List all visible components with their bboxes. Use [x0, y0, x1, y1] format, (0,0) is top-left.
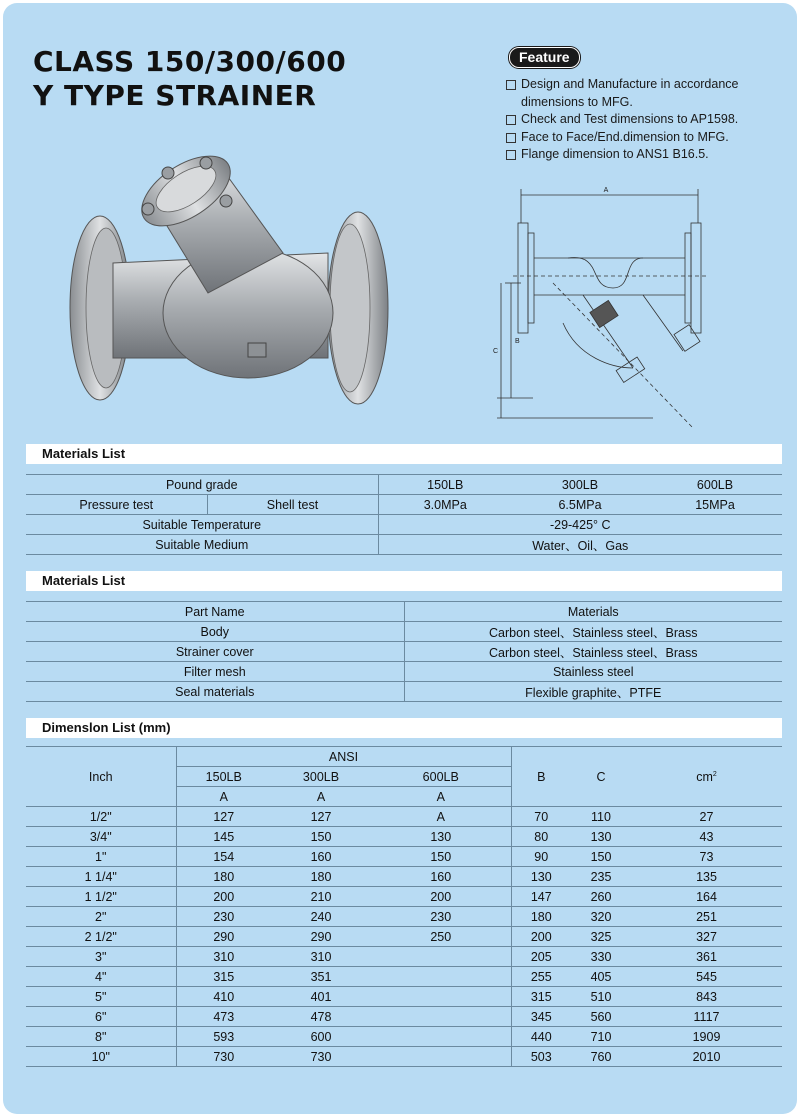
- feature-badge: Feature: [509, 47, 580, 68]
- grade-cell: 300LB: [512, 475, 648, 495]
- grade-header: 600LB: [371, 767, 511, 787]
- dim-cell-inch: 6": [26, 1007, 176, 1027]
- materials-header: Materials: [404, 602, 782, 622]
- dim-cell-cm: 73: [631, 847, 782, 867]
- feature-text: Flange dimension to ANS1 B16.5.: [521, 147, 709, 161]
- dim-cell-a600: [371, 1047, 511, 1067]
- part-cell: Body: [26, 622, 404, 642]
- cm-superscript: 2: [712, 770, 717, 778]
- pressure-cell: 15MPa: [648, 495, 782, 515]
- inch-header: Inch: [26, 747, 176, 807]
- dim-cell-a600: A: [371, 807, 511, 827]
- a-header: A: [371, 787, 511, 807]
- dim-cell-a600: [371, 947, 511, 967]
- dim-cell-cm: 2010: [631, 1047, 782, 1067]
- dim-cell-inch: 10": [26, 1047, 176, 1067]
- dim-cell-cm: 361: [631, 947, 782, 967]
- dim-cell-a150: 154: [176, 847, 271, 867]
- dim-cell-a300: 478: [271, 1007, 371, 1027]
- dim-cell-b: 147: [511, 887, 571, 907]
- dim-cell-c: 560: [571, 1007, 631, 1027]
- dim-cell-inch: 3/4": [26, 827, 176, 847]
- dim-cell-b: 255: [511, 967, 571, 987]
- table-row: [26, 642, 782, 662]
- dim-cell-a150: 410: [176, 987, 271, 1007]
- dim-cell-c: 110: [571, 807, 631, 827]
- part-cell: Filter mesh: [26, 662, 404, 682]
- part-name-header: Part Name: [26, 602, 404, 622]
- a-header: A: [176, 787, 271, 807]
- section-header-dimensions: [26, 718, 782, 738]
- table-row: [26, 515, 782, 535]
- strainer-photo: [58, 143, 398, 433]
- dim-cell-a300: 150: [271, 827, 371, 847]
- dim-cell-a300: 310: [271, 947, 371, 967]
- dim-cell-cm: 843: [631, 987, 782, 1007]
- dim-cell-a600: [371, 987, 511, 1007]
- checkbox-icon: [506, 80, 516, 90]
- dim-cell-cm: 135: [631, 867, 782, 887]
- table-row: [26, 495, 782, 515]
- dim-cell-a600: [371, 1027, 511, 1047]
- part-cell: Strainer cover: [26, 642, 404, 662]
- table-row: [26, 827, 782, 847]
- temperature-label: Suitable Temperature: [26, 515, 378, 535]
- dim-cell-inch: 2": [26, 907, 176, 927]
- page-panel: [3, 3, 797, 1114]
- dim-cell-inch: 2 1/2": [26, 927, 176, 947]
- dim-cell-a300: 730: [271, 1047, 371, 1067]
- table-row: [26, 907, 782, 927]
- table-row: [26, 662, 782, 682]
- checkbox-icon: [506, 133, 516, 143]
- dim-cell-a150: 730: [176, 1047, 271, 1067]
- feature-item: [506, 76, 796, 94]
- section-title: Materials List: [42, 446, 126, 461]
- dim-cell-inch: 1 1/2": [26, 887, 176, 907]
- dim-cell-c: 235: [571, 867, 631, 887]
- table-row: [26, 1027, 782, 1047]
- cm-header: [631, 747, 782, 807]
- dim-cell-c: 150: [571, 847, 631, 867]
- dim-cell-a150: 315: [176, 967, 271, 987]
- dim-cell-b: 180: [511, 907, 571, 927]
- dim-cell-c: 320: [571, 907, 631, 927]
- dim-cell-b: 130: [511, 867, 571, 887]
- dim-cell-a600: 200: [371, 887, 511, 907]
- title-line-1: CLASS 150/300/600: [33, 45, 347, 78]
- dim-cell-inch: 8": [26, 1027, 176, 1047]
- dim-cell-inch: 1": [26, 847, 176, 867]
- dim-cell-a300: 210: [271, 887, 371, 907]
- dim-cell-inch: 1/2": [26, 807, 176, 827]
- table-row: [26, 1007, 782, 1027]
- feature-item: [506, 146, 796, 164]
- dim-cell-a150: 230: [176, 907, 271, 927]
- dim-cell-b: 80: [511, 827, 571, 847]
- dim-cell-b: 205: [511, 947, 571, 967]
- dim-cell-cm: 1117: [631, 1007, 782, 1027]
- section-title: Materials List: [42, 573, 126, 588]
- b-header: B: [511, 747, 571, 807]
- dim-cell-c: 405: [571, 967, 631, 987]
- dim-label-a: A: [603, 187, 609, 194]
- material-cell: Carbon steel、Stainless steel、Brass: [404, 622, 782, 642]
- table-row: [26, 807, 782, 827]
- material-cell: Carbon steel、Stainless steel、Brass: [404, 642, 782, 662]
- part-cell: Seal materials: [26, 682, 404, 702]
- shell-test-label: Shell test: [207, 495, 378, 515]
- dim-cell-a600: [371, 967, 511, 987]
- dim-cell-a300: 240: [271, 907, 371, 927]
- grade-cell: 600LB: [648, 475, 782, 495]
- medium-label: Suitable Medium: [26, 535, 378, 555]
- table-row: [26, 602, 782, 622]
- pressure-cell: 6.5MPa: [512, 495, 648, 515]
- dim-cell-a300: 127: [271, 807, 371, 827]
- dim-cell-b: 70: [511, 807, 571, 827]
- dim-cell-a600: 150: [371, 847, 511, 867]
- pressure-table: [26, 474, 782, 555]
- strainer-drawing: [493, 183, 718, 428]
- table-row: [26, 927, 782, 947]
- dim-cell-a150: 145: [176, 827, 271, 847]
- grade-cell: 150LB: [378, 475, 512, 495]
- section-title: Dimenslon List (mm): [42, 720, 171, 735]
- dim-cell-a300: 600: [271, 1027, 371, 1047]
- dim-cell-b: 200: [511, 927, 571, 947]
- dim-cell-a150: 593: [176, 1027, 271, 1047]
- dim-label-c: C: [493, 348, 499, 355]
- dim-cell-a300: 401: [271, 987, 371, 1007]
- pressure-test-label: Pressure test: [26, 495, 207, 515]
- dim-cell-b: 315: [511, 987, 571, 1007]
- dim-cell-c: 760: [571, 1047, 631, 1067]
- feature-text: Face to Face/End.dimension to MFG.: [521, 129, 729, 144]
- dim-cell-cm: 251: [631, 907, 782, 927]
- dim-cell-cm: 27: [631, 807, 782, 827]
- dim-cell-cm: 164: [631, 887, 782, 907]
- dim-cell-a600: 230: [371, 907, 511, 927]
- dim-cell-a600: 130: [371, 827, 511, 847]
- page-title: [33, 45, 346, 113]
- table-row: [26, 987, 782, 1007]
- dim-cell-a150: 473: [176, 1007, 271, 1027]
- dim-cell-a150: 290: [176, 927, 271, 947]
- dim-cell-cm: 327: [631, 927, 782, 947]
- dim-cell-c: 325: [571, 927, 631, 947]
- dim-cell-b: 345: [511, 1007, 571, 1027]
- dim-cell-a300: 351: [271, 967, 371, 987]
- table-row: [26, 475, 782, 495]
- dim-cell-a150: 180: [176, 867, 271, 887]
- temperature-value: -29-425° C: [378, 515, 782, 535]
- cm-unit: cm: [696, 769, 713, 784]
- pound-grade-label: Pound grade: [26, 475, 378, 495]
- dim-cell-a600: [371, 1007, 511, 1027]
- dim-cell-b: 440: [511, 1027, 571, 1047]
- c-header: C: [571, 747, 631, 807]
- table-row: [26, 622, 782, 642]
- section-header-materials-1: [26, 444, 782, 464]
- dim-cell-cm: 1909: [631, 1027, 782, 1047]
- material-cell: Stainless steel: [404, 662, 782, 682]
- dim-cell-a600: 160: [371, 867, 511, 887]
- dim-cell-a150: 310: [176, 947, 271, 967]
- dimension-table: [26, 746, 782, 1067]
- table-row: [26, 947, 782, 967]
- title-line-2: Y TYPE STRAINER: [33, 79, 317, 112]
- table-header-row: [26, 747, 782, 767]
- dim-cell-a300: 290: [271, 927, 371, 947]
- feature-item: [506, 111, 796, 129]
- dim-cell-c: 130: [571, 827, 631, 847]
- feature-text: dimensions to MFG.: [521, 94, 633, 109]
- dim-cell-a150: 127: [176, 807, 271, 827]
- checkbox-icon: [506, 115, 516, 125]
- grade-header: 150LB: [176, 767, 271, 787]
- dim-cell-c: 710: [571, 1027, 631, 1047]
- a-header: A: [271, 787, 371, 807]
- materials-table: [26, 601, 782, 702]
- table-row: [26, 535, 782, 555]
- dim-cell-c: 260: [571, 887, 631, 907]
- dim-cell-b: 503: [511, 1047, 571, 1067]
- checkbox-icon: [506, 150, 516, 160]
- material-cell: Flexible graphite、PTFE: [404, 682, 782, 702]
- table-row: [26, 867, 782, 887]
- dim-cell-inch: 3": [26, 947, 176, 967]
- table-row: [26, 1047, 782, 1067]
- dim-cell-c: 510: [571, 987, 631, 1007]
- feature-item-continuation: [506, 94, 796, 112]
- table-row: [26, 967, 782, 987]
- medium-value: Water、Oil、Gas: [378, 535, 782, 555]
- feature-list: [506, 76, 796, 164]
- dim-cell-a300: 180: [271, 867, 371, 887]
- feature-text: Check and Test dimensions to AP1598.: [521, 112, 739, 126]
- feature-text: Design and Manufacture in accordance: [521, 77, 739, 91]
- ansi-header: ANSI: [176, 747, 511, 767]
- section-header-materials-2: [26, 571, 782, 591]
- dim-cell-inch: 5": [26, 987, 176, 1007]
- pressure-cell: 3.0MPa: [378, 495, 512, 515]
- table-row: [26, 847, 782, 867]
- dim-cell-a150: 200: [176, 887, 271, 907]
- dim-cell-a600: 250: [371, 927, 511, 947]
- dim-cell-inch: 4": [26, 967, 176, 987]
- dim-cell-inch: 1 1/4": [26, 867, 176, 887]
- feature-item: [506, 129, 796, 147]
- dim-cell-cm: 43: [631, 827, 782, 847]
- table-row: [26, 682, 782, 702]
- dim-cell-cm: 545: [631, 967, 782, 987]
- dim-cell-a300: 160: [271, 847, 371, 867]
- dim-label-b: B: [515, 338, 520, 345]
- grade-header: 300LB: [271, 767, 371, 787]
- dim-cell-b: 90: [511, 847, 571, 867]
- dim-cell-c: 330: [571, 947, 631, 967]
- table-row: [26, 887, 782, 907]
